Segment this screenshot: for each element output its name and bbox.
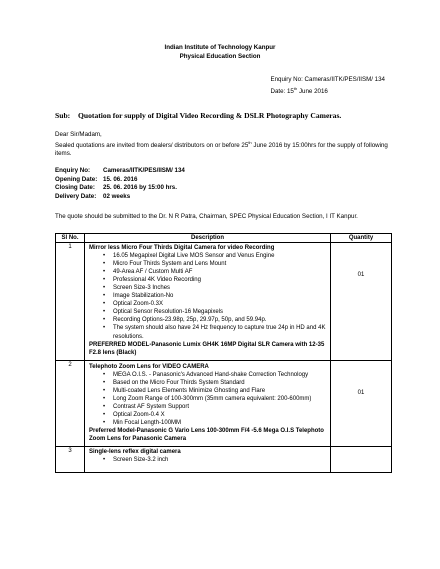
list-item: • Long Zoom Range of 100-300mm (35mm camera equivalent: 200-600mm): [103, 395, 326, 403]
quantity-value: 01: [357, 389, 365, 396]
list-item: • Screen Size-3 Inches: [103, 284, 326, 292]
detail-key: Enquiry No:: [55, 167, 91, 174]
item-title: Telephoto Zoom Lens for VIDEO CAMERA: [89, 363, 209, 370]
enquiry-date: [270, 84, 385, 96]
spec-list: [89, 456, 326, 464]
quantity-value: 01: [357, 272, 365, 278]
detail-value: 15. 06. 2016: [103, 175, 138, 183]
header-sl: Sl No.: [56, 234, 85, 243]
list-item: • The system should also have 24 Hz frequency to capture true 24p in HD and 4K resolutions.: [103, 324, 326, 340]
subject-text: Quotation for supply of Digital Video Recording & DSLR Photography Cameras.: [78, 111, 342, 120]
row-description: [85, 447, 331, 473]
list-item: • Optical Zoom-0.4 X: [103, 411, 326, 419]
list-item: • Image Stabilization-No: [103, 292, 326, 300]
enquiry-details: [55, 167, 185, 201]
list-item: • Recording Options-23.98p, 25p, 29.97p, 50p, and 59.94p.: [103, 316, 326, 324]
item-title: Single-lens reflex digital camera: [89, 449, 181, 456]
intro-paragraph: [55, 139, 390, 159]
row-quantity: [331, 243, 392, 361]
enquiry-date-sup: th: [293, 86, 298, 91]
list-item: • Optical Zoom-0.3X: [103, 300, 326, 308]
table-row: [56, 243, 392, 361]
row-description: [85, 360, 331, 446]
submission-note: The quote should be submitted to the Dr. N R Patra, Chairman, SPEC Physical Education Section, I IT Kanpur.: [55, 213, 358, 220]
detail-key: Opening Date:: [55, 175, 98, 183]
list-item: • Professional 4K Video Recording: [103, 276, 326, 284]
subject-line: [55, 111, 400, 120]
list-item: • Min Focal Length-100MM: [103, 419, 326, 427]
item-title: Mirror less Micro Four Thirds Digital Camera for video Recording: [89, 245, 275, 251]
preferred-model: Preferred Model-Panasonic G Vario Lens 100-300mm F/4 -5.6 Mega O.I.S Telephoto Zoom Lens for Panasonic Camera: [89, 428, 324, 443]
list-item: • Multi-coated Lens Elements Minimize Ghosting and Flare: [103, 387, 326, 395]
spec-list: [89, 371, 326, 427]
row-sl: 1: [56, 243, 85, 361]
detail-value: 25. 06. 2016 by 15:00 hrs.: [103, 184, 177, 192]
detail-value: Cameras/IITK/PES/IISM/ 134: [103, 167, 185, 174]
enquiry-date-suffix: June 2016: [297, 88, 328, 96]
detail-row: [55, 167, 185, 176]
section-name: Physical Education Section: [179, 53, 261, 60]
detail-row: [55, 193, 185, 202]
list-item: • Based on the Micro Four Thirds System Standard: [103, 379, 326, 387]
list-item: • 49-Area AF / Custom Multi AF: [103, 268, 326, 276]
detail-row: [55, 184, 185, 193]
intro-part2: June 2016 by 15:00hrs for the supply of following items.: [55, 142, 388, 158]
subject-label: Sub:: [55, 111, 71, 120]
list-item: • MEGA O.I.S. - Panasonic's Advanced Hand-shake Correction Technology: [103, 371, 326, 379]
quotation-table: [55, 233, 392, 473]
letter-header: [0, 43, 440, 61]
row-sl: 2: [56, 360, 85, 446]
preferred-model: PREFERRED MODEL-Panasonic Lumix GH4K 16MP Digital SLR Camera with 12-35 F2.8 lens (Black): [89, 341, 325, 356]
detail-value: 02 weeks: [103, 192, 131, 200]
intro-sup: th: [248, 140, 252, 145]
list-item: • Micro Four Thirds System and Lens Mount: [103, 260, 326, 268]
detail-row: [55, 176, 185, 185]
row-quantity: [331, 360, 392, 446]
header-description: Description: [85, 234, 331, 243]
list-item: • Contrast AF System Support: [103, 403, 326, 411]
table-row: [56, 360, 392, 446]
detail-key: Delivery Date:: [55, 192, 97, 200]
row-description: [85, 243, 331, 361]
salutation: Dear Sir/Madam,: [55, 131, 102, 138]
list-item: • Optical Sensor Resolution-16 Megapixels: [103, 308, 326, 316]
row-quantity: [331, 447, 392, 473]
enquiry-block: [270, 75, 385, 96]
spec-list: [89, 252, 326, 341]
row-sl: 3: [56, 447, 85, 473]
institute-name: Indian Institute of Technology Kanpur: [164, 44, 276, 51]
enquiry-date-prefix: Date: 15: [270, 88, 294, 96]
table-row: [56, 447, 392, 473]
list-item: • 16.05 Megapixel Digital Live MOS Sensor and Venus Engine: [103, 252, 326, 260]
enquiry-number: Enquiry No: Cameras/IITK/PES/IISM/ 134: [270, 76, 385, 83]
intro-part1: Sealed quotations are invited from dealers/ distributors on or before 25: [55, 142, 249, 150]
list-item: • Screen Size-3.2 inch: [103, 456, 326, 464]
table-header-row: [56, 234, 392, 243]
header-quantity: Quantity: [331, 234, 392, 243]
detail-key: Closing Date:: [55, 184, 95, 192]
